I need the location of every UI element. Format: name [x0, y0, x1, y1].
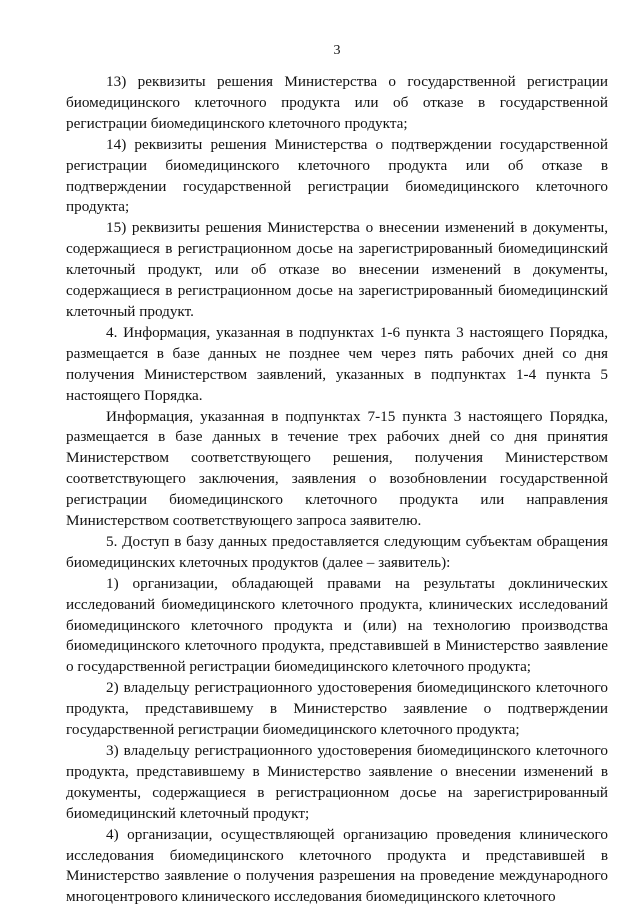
paragraph-item-14: 14) реквизиты решения Министерства о подтверждении государственной регистрации биомедицинского клеточного продукта или об отказе в подтверждении государственной регистрации биомедицинского клеточного продукта;: [66, 135, 608, 216]
paragraph-clause-5: 5. Доступ в базу данных предоставляется следующим субъектам обращения биомедицинских клеточных продуктов (далее – заявитель):: [66, 532, 608, 571]
paragraph-item-15: 15) реквизиты решения Министерства о внесении изменений в документы, содержащиеся в регистрационном досье на зарегистрированный биомедицинский клеточный продукт, или об отказе во внесении изменений в документы, содержащиеся в регистрационном досье на зарегистрированный биомедицинский клеточный продукт.: [66, 219, 608, 320]
paragraph-clause-4: 4. Информация, указанная в подпунктах 1-6 пункта 3 настоящего Порядка, размещается в базе данных не позднее чем через пять рабочих дней со дня получения Министерством заявлений, указанных в подпунктах 1-4 пункта 5 настоящего Порядка.: [66, 323, 608, 404]
paragraph-subject-3: 3) владельцу регистрационного удостоверения биомедицинского клеточного продукта, представившему в Министерство заявление о внесении изменений в документы, содержащиеся в регистрационном досье на зарегистрированный биомедицинский клеточный продукт;: [66, 742, 608, 822]
paragraph-subject-1: 1) организации, обладающей правами на результаты доклинических исследований биомедицинского клеточного продукта, клинических исследований биомедицинского клеточного продукта и (или) на технологию производства биомедицинского клеточного продукта, представившей в Министерство заявление о государственной регистрации биомедицинского клеточного продукта;: [66, 574, 608, 676]
paragraph-subject-4: 4) организации, осуществляющей организацию проведения клинического исследования биомедицинского клеточного продукта и представившей в Министерство заявление о получения разрешения на проведение международного многоцентрового клинического исследования биомедицинского клеточного: [66, 825, 608, 906]
page-number: 3: [333, 43, 341, 58]
paragraph-item-13: 13) реквизиты решения Министерства о государственной регистрации биомедицинского клеточного продукта или об отказе в государственной регистрации биомедицинского клеточного продукта;: [66, 73, 608, 132]
paragraph-clause-4-continued: Информация, указанная в подпунктах 7-15 пункта 3 настоящего Порядка, размещается в базе данных в течение трех рабочих дней со дня принятия Министерством соответствующего решения, получения Министерством соответствующего заключения, заявления о возобновлении государственной регистрации биомедицинского клеточного продукта или направления Министерством соответствующего запроса заявителю.: [66, 407, 608, 530]
paragraph-subject-2: 2) владельцу регистрационного удостоверения биомедицинского клеточного продукта, представившему в Министерство заявление о подтверждении государственной регистрации биомедицинского клеточного продукта;: [66, 679, 608, 739]
